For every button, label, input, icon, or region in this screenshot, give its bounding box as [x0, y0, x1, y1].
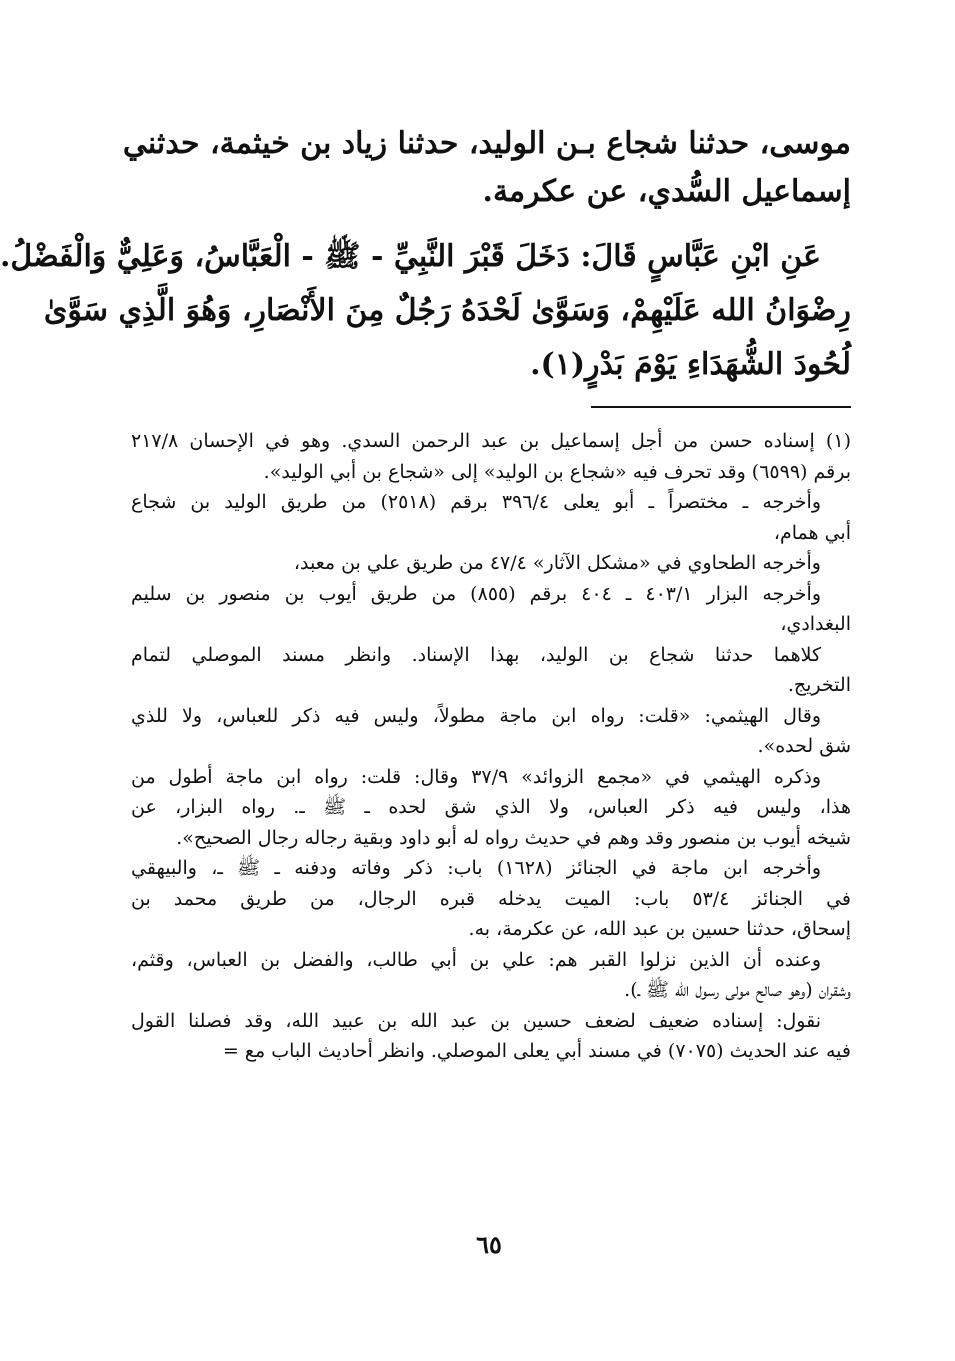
footnote-paragraph	[131, 640, 851, 701]
footnote-line: إسحاق، حدثنا حسين بن عبد الله، عن عكرمة، به.	[468, 918, 851, 940]
footnote-line: (١) إسناده حسن من أجل إسماعيل بن عبد الرحمن السدي. وهو في الإحسان ٢١٧/٨	[131, 430, 851, 452]
hadith-text	[0, 230, 851, 392]
footnote-line: وعنده أن الذين نزلوا القبر هم: علي بن أبي طالب، والفضل بن العباس، وقثم،	[131, 948, 821, 971]
footnote-line: البغدادي،	[780, 613, 851, 635]
footnote-line: هذا، وليس فيه ذكر العباس، ولا الذي شق لحده ـ ﷺ ـ. رواه البزار، عن	[131, 796, 851, 818]
footnote-line: أبي همام،	[773, 521, 851, 544]
footnote-paragraph	[131, 701, 851, 762]
footnote-line: وأخرجه ـ مختصراً ـ أبو يعلى ٣٩٦/٤ برقم (٢٥١٨) من طريق الوليد بن شجاع	[131, 491, 821, 513]
footnote-paragraph	[131, 487, 851, 548]
footnote-line: وأخرجه الطحاوي في «مشكل الآثار» ٤٧/٤ من طريق علي بن معبد،	[293, 552, 821, 574]
isnad-block	[122, 120, 851, 216]
page-number: ٦٥	[476, 1230, 502, 1259]
isnad-line: إسماعيل السُّدي، عن عكرمة.	[482, 174, 851, 209]
footnote-line: وشقران (وهو صالح مولى رسول الله ﷺ ـ).	[624, 979, 851, 1001]
footnote-paragraph	[131, 853, 851, 945]
hadith-line: رِضْوَانُ الله عَلَيْهِمْ، وَسَوَّىٰ لَحْدَهُ رَجُلٌ مِنَ الأَنْصَارِ، وَهُوَ الَّذِي سَوَّىٰ	[43, 293, 851, 328]
footnote-line: وأخرجه البزار ٤٠٣/١ ـ ٤٠٤ برقم (٨٥٥) من طريق أيوب بن منصور بن سليم	[131, 582, 821, 605]
hadith-line: عَنِ ابْنِ عَبَّاسٍ قَالَ: دَخَلَ قَبْرَ النَّبِيِّ - ﷺ - الْعَبَّاسُ، وَعَلِيٌّ وَالْفَضْلُ.	[0, 239, 821, 274]
footnote-line: كلاهما حدثنا شجاع بن الوليد، بهذا الإسناد. وانظر مسند الموصلي لتمام	[131, 643, 821, 666]
footnote-line: شيخه أيوب بن منصور وقد وهم في حديث رواه له أبو داود وبقية رجاله رجال الصحيح».	[176, 826, 851, 849]
footnote-paragraph	[131, 762, 851, 854]
footnote-paragraph	[131, 945, 851, 1006]
footnote-line: وقال الهيثمي: «قلت: رواه ابن ماجة مطولاً، وليس فيه ذكر للعباس، ولا للذي	[131, 704, 821, 727]
footnote-paragraph	[131, 548, 851, 579]
footnote-line: شق لحده».	[757, 735, 851, 757]
footnote-paragraph	[131, 426, 851, 487]
footnote-line: وأخرجه ابن ماجة في الجنائز (١٦٢٨) باب: ذكر وفاته ودفنه ـ ﷺ ـ، والبيهقي	[131, 857, 821, 879]
footnote-separator	[591, 406, 851, 408]
footnote-line: نقول: إسناده ضعيف لضعف حسين بن عبد الله بن عبيد الله، وقد فصلنا القول	[131, 1009, 821, 1032]
footnote-line: فيه عند الحديث (٧٠٧٥) في مسند أبي يعلى الموصلي. وانظر أحاديث الباب مع =	[222, 1040, 851, 1062]
footnote-line: التخريج.	[787, 674, 851, 696]
footnote-line: وذكره الهيثمي في «مجمع الزوائد» ٣٧/٩ وقال: قلت: رواه ابن ماجة أطول من	[131, 765, 821, 788]
footnote-line: برقم (٦٥٩٩) وقد تحرف فيه «شجاع بن الوليد» إلى «شجاع بن أبي الوليد».	[263, 460, 851, 483]
footnote-line: في الجنائز ٥٣/٤ باب: الميت يدخله قبره الرجال، من طريق محمد بن	[131, 887, 851, 910]
document-page	[0, 120, 851, 1067]
isnad-line: موسى، حدثنا شجاع بـن الوليد، حدثنا زياد بن خيثمة، حدثني	[122, 126, 851, 161]
footnotes	[131, 426, 851, 1067]
footnote-paragraph	[131, 579, 851, 640]
hadith-line: لُحُودَ الشُّهَدَاءِ يَوْمَ بَدْرٍ(١).	[530, 347, 851, 382]
footnote-paragraph	[131, 1006, 851, 1067]
